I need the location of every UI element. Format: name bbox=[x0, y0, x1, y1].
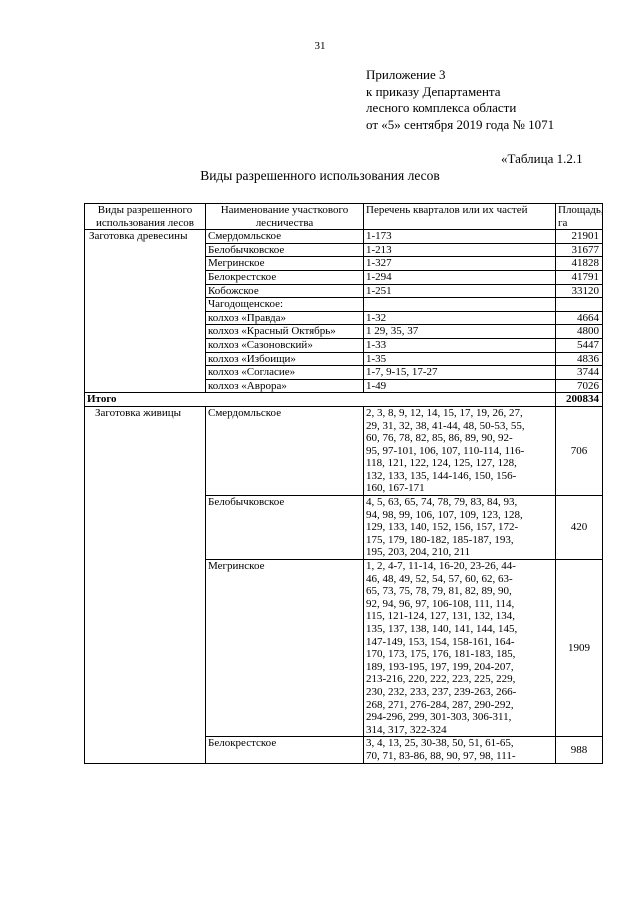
forestry-name-cell: Кобожское bbox=[206, 284, 364, 298]
appendix-block bbox=[366, 67, 554, 133]
forest-use-table bbox=[84, 203, 603, 764]
quarters-cell: 1-33 bbox=[364, 338, 556, 352]
forestry-name-cell: Белобычковское bbox=[206, 496, 364, 560]
header-cell: Виды разрешенного использования лесов bbox=[85, 204, 206, 230]
appendix-line: Приложение 3 bbox=[366, 67, 446, 82]
area-cell bbox=[556, 298, 603, 312]
quarters-cell: 1, 2, 4-7, 11-14, 16-20, 23-26, 44- 46, 48, 49, 52, 54, 57, 60, 62, 63- 65, 73, 75, 78, 79, 81, 82, 89, 90, 92, 94, 96, 97, 106-108, 111, 114, 115, 121-124, 127, 131, 132, 134, 135, 137, 138, 140, 141, 144, 145, 147-149, 153, 154, 158-161, 164- 170, 173, 175, 176, 181-183, 185, 189, 193-195, 197, 199, 204-207, 213-216, 220, 222, 223, 225, 229, 230, 232, 233, 237, 239-263, 266- 268, 271, 276-284, 287, 290-292, 294-296, 299, 301-303, 306-311, 314, 317, 322-324 bbox=[364, 560, 556, 737]
quarters-cell: 1-32 bbox=[364, 311, 556, 325]
area-cell: 31677 bbox=[556, 243, 603, 257]
header-cell: Перечень кварталов или их частей bbox=[364, 204, 556, 230]
appendix-line: к приказу Департамента bbox=[366, 83, 501, 99]
quarters-cell bbox=[364, 298, 556, 312]
forestry-name-cell: Чагодощенское: bbox=[206, 298, 364, 312]
total-row bbox=[85, 393, 603, 407]
forestry-name-cell: колхоз «Аврора» bbox=[206, 379, 364, 393]
forestry-name-cell: Белокрестское bbox=[206, 270, 364, 284]
quarters-cell: 4, 5, 63, 65, 74, 78, 79, 83, 84, 93, 94, 98, 99, 106, 107, 109, 123, 128, 129, 133, 140, 152, 156, 157, 172- 175, 179, 180-182, 185-187, 193, 195, 203, 204, 210, 211 bbox=[364, 496, 556, 560]
forestry-name-cell: колхоз «Согласие» bbox=[206, 366, 364, 380]
total-label: Итого bbox=[85, 393, 556, 407]
quarters-cell: 1-294 bbox=[364, 270, 556, 284]
forestry-name-cell: Смердомльское bbox=[206, 230, 364, 244]
forestry-name-cell: Мегринское bbox=[206, 560, 364, 737]
quarters-cell: 1 29, 35, 37 bbox=[364, 325, 556, 339]
quarters-cell: 1-327 bbox=[364, 257, 556, 271]
forestry-name-cell: колхоз «Сазоновский» bbox=[206, 338, 364, 352]
page-number: 31 bbox=[314, 40, 326, 52]
appendix-line: от «5» сентября 2019 года № 1071 bbox=[366, 116, 555, 132]
forestry-name-cell: Белобычковское bbox=[206, 243, 364, 257]
area-cell: 41828 bbox=[556, 257, 603, 271]
area-cell: 4800 bbox=[556, 325, 603, 339]
forestry-name-cell: колхоз «Избоищи» bbox=[206, 352, 364, 366]
area-cell: 706 bbox=[556, 406, 603, 495]
quarters-cell: 1-7, 9-15, 17-27 bbox=[364, 366, 556, 380]
table-row bbox=[85, 230, 603, 244]
use-type-cell: Заготовка древесины bbox=[85, 230, 206, 393]
table-number: «Таблица 1.2.1 bbox=[501, 151, 583, 166]
total-area: 200834 bbox=[556, 393, 603, 407]
area-cell: 4664 bbox=[556, 311, 603, 325]
area-cell: 5447 bbox=[556, 338, 603, 352]
area-cell: 3744 bbox=[556, 366, 603, 380]
table-title: Виды разрешенного использования лесов bbox=[200, 168, 440, 183]
quarters-cell: 2, 3, 8, 9, 12, 14, 15, 17, 19, 26, 27, 29, 31, 32, 38, 41-44, 48, 50-53, 55, 60, 76, 78, 82, 85, 86, 89, 90, 92- 95, 97-101, 106, 107, 110-114, 116- 118, 121, 122, 124, 125, 127, 128, 132, 133, 135, 144-146, 150, 156- 160, 167-171 bbox=[364, 406, 556, 495]
quarters-cell: 3, 4, 13, 25, 30-38, 50, 51, 61-65, 70, 71, 83-86, 88, 90, 97, 98, 111- bbox=[364, 737, 556, 763]
table-row bbox=[85, 406, 603, 495]
forestry-name-cell: Мегринское bbox=[206, 257, 364, 271]
forestry-name-cell: Смердомльское bbox=[206, 406, 364, 495]
forestry-name-cell: Белокрестское bbox=[206, 737, 364, 763]
area-cell: 7026 bbox=[556, 379, 603, 393]
appendix-line: лесного комплекса области bbox=[366, 100, 517, 115]
forestry-name-cell: колхоз «Красный Октябрь» bbox=[206, 325, 364, 339]
use-type-cell: Заготовка живицы bbox=[85, 406, 206, 763]
area-cell: 1909 bbox=[556, 560, 603, 737]
area-cell: 21901 bbox=[556, 230, 603, 244]
quarters-cell: 1-251 bbox=[364, 284, 556, 298]
forestry-name-cell: колхоз «Правда» bbox=[206, 311, 364, 325]
header-cell: Наименование участкового лесничества bbox=[206, 204, 364, 230]
quarters-cell: 1-49 bbox=[364, 379, 556, 393]
header-cell: Площадь, га bbox=[556, 204, 603, 230]
quarters-cell: 1-213 bbox=[364, 243, 556, 257]
area-cell: 41791 bbox=[556, 270, 603, 284]
area-cell: 33120 bbox=[556, 284, 603, 298]
quarters-cell: 1-173 bbox=[364, 230, 556, 244]
area-cell: 420 bbox=[556, 496, 603, 560]
quarters-cell: 1-35 bbox=[364, 352, 556, 366]
area-cell: 988 bbox=[556, 737, 603, 763]
area-cell: 4836 bbox=[556, 352, 603, 366]
table-header-row bbox=[85, 204, 603, 230]
